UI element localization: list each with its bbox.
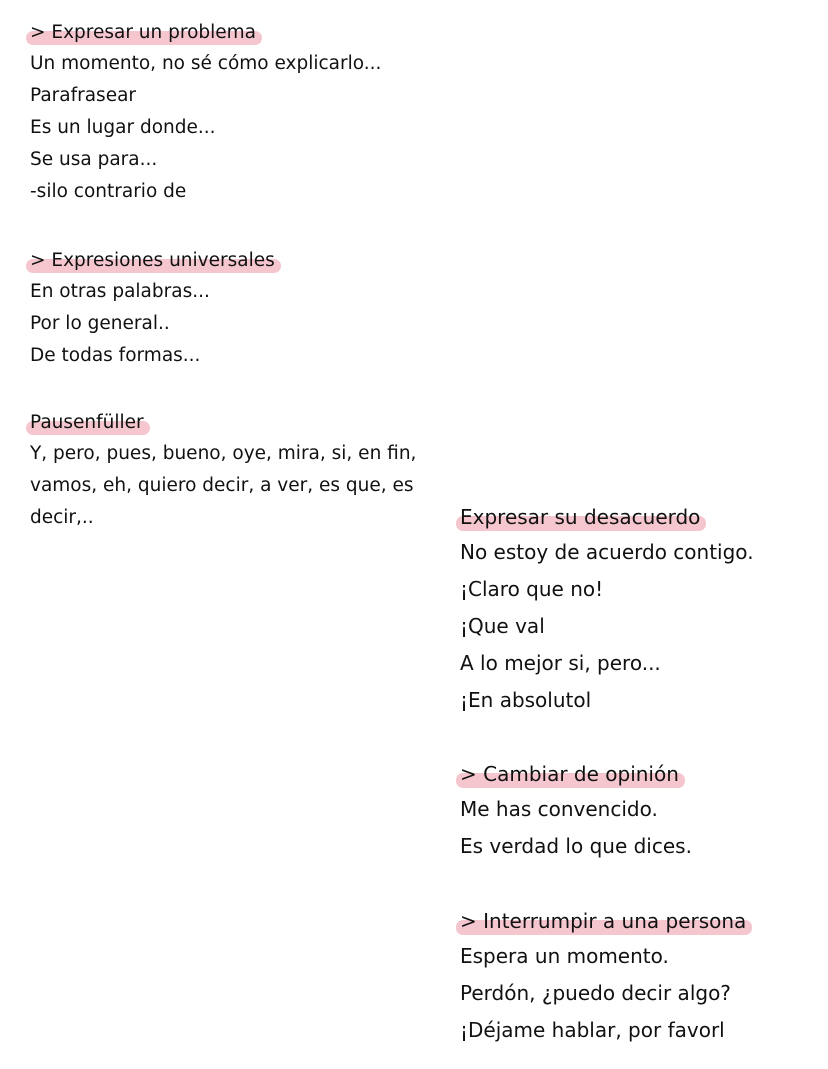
- heading-text: Pausenfüller: [30, 412, 144, 433]
- section-expresar-un-problema: [30, 18, 381, 208]
- phrase-line: Es verdad lo que dices.: [460, 834, 692, 858]
- heading-text: > Expresar un problema: [30, 22, 257, 43]
- section-heading: [30, 18, 256, 48]
- section-expresiones-universales: [30, 246, 275, 372]
- phrase-line: Un momento, no sé cómo explicarlo...: [30, 53, 382, 74]
- heading-text: > Cambiar de opinión: [460, 762, 679, 786]
- phrase-line: Espera un momento.: [460, 944, 669, 968]
- phrase-line: -silo contrario de: [30, 181, 187, 202]
- section-heading: [30, 246, 275, 276]
- phrase-line: ¡Claro que no!: [460, 577, 604, 601]
- section-heading: [460, 904, 746, 938]
- heading-text: Expresar su desacuerdo: [460, 505, 701, 529]
- section-heading: [460, 757, 679, 791]
- heading-text: > Expresiones universales: [30, 250, 275, 271]
- section-cambiar-de-opinion: [460, 757, 692, 865]
- phrase-line: Se usa para...: [30, 149, 158, 170]
- phrase-line: ¡Déjame hablar, por favorl: [460, 1018, 725, 1042]
- phrase-line: Perdón, ¿puedo decir algo?: [460, 981, 731, 1005]
- phrase-line: ¡Que val: [460, 614, 545, 638]
- phrase-line: En otras palabras...: [30, 281, 210, 302]
- phrase-line: decir,..: [30, 507, 94, 528]
- section-heading: [460, 500, 700, 534]
- section-pausenfuller: [30, 408, 416, 534]
- heading-text: > Interrumpir a una persona: [460, 909, 747, 933]
- section-expresar-su-desacuerdo: [460, 500, 754, 719]
- phrase-line: ¡En absolutol: [460, 688, 592, 712]
- phrase-line: No estoy de acuerdo contigo.: [460, 540, 754, 564]
- phrase-line: De todas formas...: [30, 345, 201, 366]
- section-interrumpir-a-una-persona: [460, 904, 746, 1049]
- phrase-line: Es un lugar donde...: [30, 117, 216, 138]
- phrase-line: vamos, eh, quiero decir, a ver, es que, es: [30, 475, 414, 496]
- phrase-line: Y, pero, pues, bueno, oye, mira, si, en fin,: [30, 443, 417, 464]
- phrase-line: Me has convencido.: [460, 797, 658, 821]
- section-heading: [30, 408, 144, 438]
- phrase-line: Por lo general..: [30, 313, 170, 334]
- phrase-line: Parafrasear: [30, 85, 137, 106]
- phrase-line: A lo mejor si, pero...: [460, 651, 661, 675]
